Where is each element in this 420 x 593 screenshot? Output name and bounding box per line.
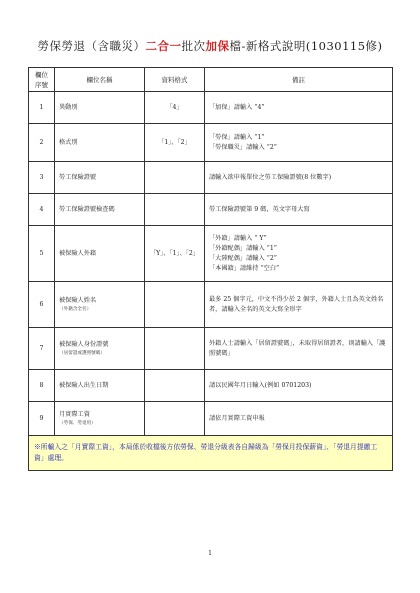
row-number: 1 <box>29 92 55 124</box>
header-remark: 備註 <box>205 68 393 92</box>
note-row <box>29 436 393 471</box>
remark-cell <box>205 162 393 194</box>
table-header-row <box>29 68 393 92</box>
remark-line: 請依月實際工資申報 <box>209 414 265 422</box>
data-format <box>145 370 205 402</box>
remark-line: 最多 25 個字元，中文不得少於 2 個字，外籍人士且為英文姓名者，請輸入全名的英文大寫全形字 <box>209 295 384 313</box>
header-seq: 欄位序號 <box>29 68 55 92</box>
header-name: 欄位名稱 <box>55 68 145 92</box>
field-name-note: （勞保、勞退用） <box>59 421 96 426</box>
remark-line: 「本國籍」請維持 “空白” <box>209 264 280 272</box>
remark-cell <box>205 370 393 402</box>
field-spec-table <box>28 67 393 471</box>
table-row <box>29 92 393 124</box>
remark-line: 外籍人士請輸入「居留證號碼」，未取得居留證者，則請輸入「護照號碼」 <box>209 339 386 357</box>
remark-line: 請輸入欲申報單位之勞工保險證號(8 位數字) <box>209 173 332 181</box>
remark-line: 「加保」請輸入 “4” <box>209 103 265 111</box>
remark-line: 勞工保險證號第 9 碼，英文字母大寫 <box>209 205 310 213</box>
page-number: 1 <box>208 550 212 557</box>
remark-cell <box>205 402 393 436</box>
remark-line: 請以民國年月日輸入(例如 0701203) <box>209 381 312 389</box>
table-row <box>29 226 393 282</box>
remark-cell <box>205 92 393 124</box>
field-name-cell <box>55 282 145 328</box>
row-number: 3 <box>29 162 55 194</box>
remark-cell <box>205 226 393 282</box>
data-format <box>145 162 205 194</box>
table-row <box>29 124 393 162</box>
data-format: 「1」、「2」 <box>145 124 205 162</box>
field-name-cell <box>55 226 145 282</box>
table-row <box>29 370 393 402</box>
field-name: 月實際工資 <box>59 411 90 418</box>
remark-line: 「外籍配偶」請輸入 “1” <box>209 244 277 252</box>
data-format <box>145 194 205 226</box>
remark-line: 「勞保」請輸入 “1” <box>209 133 265 141</box>
row-number: 9 <box>29 402 55 436</box>
row-number: 5 <box>29 226 55 282</box>
remark-cell <box>205 124 393 162</box>
field-name: 被保險人出生日期 <box>59 381 109 389</box>
field-name: 被保險人姓名 <box>59 297 97 304</box>
data-format <box>145 328 205 370</box>
field-name-note: （居留證或護照號碼） <box>59 351 105 356</box>
field-name-cell <box>55 124 145 162</box>
wage-note: ※所輸入之「月實際工資」，本局係於收檔後方依勞保、勞退分級表各自歸級為「勞保月投保薪資」、「勞退月提繳工資」處理。 <box>29 436 393 471</box>
field-name: 異動別 <box>59 103 78 111</box>
field-name-cell <box>55 162 145 194</box>
data-format: 「4」 <box>145 92 205 124</box>
remark-line: 「勞保職災」請輸入 “2” <box>209 143 277 151</box>
field-name-cell <box>55 402 145 436</box>
data-format <box>145 402 205 436</box>
document-title: 勞保勞退（含職災）二合一批次加保檔-新格式說明(1030115修) <box>37 39 383 53</box>
field-name-cell <box>55 194 145 226</box>
table-row <box>29 194 393 226</box>
table-row <box>29 328 393 370</box>
field-name-cell <box>55 92 145 124</box>
row-number: 4 <box>29 194 55 226</box>
remark-cell <box>205 194 393 226</box>
remark-line: 「大陸配偶」請輸入 “2” <box>209 254 277 262</box>
field-name: 勞工保險證號檢查碼 <box>59 205 115 213</box>
row-number: 6 <box>29 282 55 328</box>
table-row <box>29 282 393 328</box>
field-name: 勞工保險證號 <box>59 173 97 181</box>
row-number: 7 <box>29 328 55 370</box>
data-format: 「Y」、「1」、「2」 <box>145 226 205 282</box>
data-format <box>145 282 205 328</box>
field-name: 被保險人身份證號 <box>59 341 109 348</box>
field-name-cell <box>55 328 145 370</box>
row-number: 8 <box>29 370 55 402</box>
remark-line: 「外籍」請輸入 “ Y” <box>209 234 267 242</box>
row-number: 2 <box>29 124 55 162</box>
remark-cell <box>205 282 393 328</box>
header-format: 資料格式 <box>145 68 205 92</box>
table-row <box>29 402 393 436</box>
remark-cell <box>205 328 393 370</box>
field-name-cell <box>55 370 145 402</box>
table-row <box>29 162 393 194</box>
field-name: 格式別 <box>59 138 78 146</box>
field-name-note: （外籍含全名） <box>59 307 92 312</box>
field-name: 被保險人外籍 <box>59 249 97 257</box>
